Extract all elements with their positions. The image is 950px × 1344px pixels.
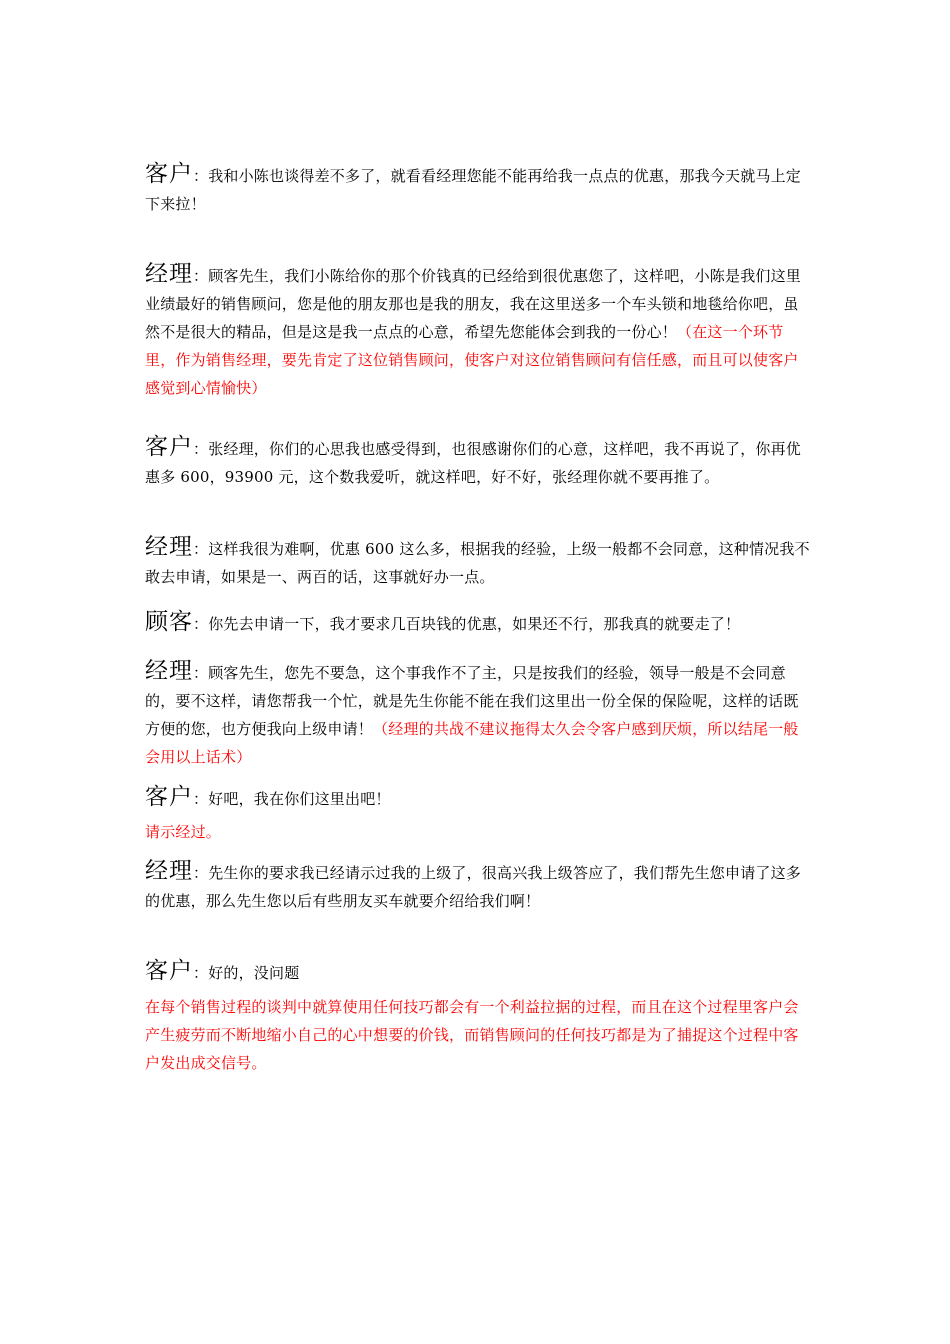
dialogue-text: 好的，没问题 xyxy=(208,964,300,982)
annotation-note: 在每个销售过程的谈判中就算使用任何技巧都会有一个利益拉据的过程，而且在这个过程里客户会产生疲劳而不断地缩小自己的心中想要的价钱，而销售顾问的任何技巧都是为了捕捉这个过程中客户发出成交信号。 xyxy=(145,998,799,1072)
dialogue-text: 先生你的要求我已经请示过我的上级了，很高兴我上级答应了，我们帮先生您申请了这多的优惠，那么先生您以后有些朋友买车就要介绍给我们啊！ xyxy=(145,864,802,910)
speaker-label: 经理 xyxy=(145,534,193,560)
summary-note xyxy=(145,993,810,1077)
dialogue-text: 这样我很为难啊，优惠 600 这么多，根据我的经验，上级一般都不会同意，这种情况我不敢去申请，如果是一、两百的话，这事就好办一点。 xyxy=(145,540,810,586)
speaker-colon: ： xyxy=(193,615,209,633)
dialogue-manager-2 xyxy=(145,533,810,591)
dialogue-manager-3 xyxy=(145,657,810,771)
speaker-label: 经理 xyxy=(145,261,193,287)
dialogue-customer-1 xyxy=(145,160,810,218)
dialogue-text: 我和小陈也谈得差不多了，就看看经理您能不能再给我一点点的优惠，那我今天就马上定下来拉！ xyxy=(145,167,802,213)
speaker-label: 客户 xyxy=(145,434,193,460)
dialogue-text: 顾客先生，您先不要急，这个事我作不了主，只是按我们的经验，领导一般是不会同意的，要不这样，请您帮我一个忙，就是先生你能不能在我们这里出一份全保的保险呢，这样的话既方便的您，也方便我向上级申请！ xyxy=(145,664,799,738)
annotation-note: （经理的共战不建议拖得太久会令客户感到厌烦，所以结尾一般会用以上话术） xyxy=(145,720,799,766)
dialogue-customer-5 xyxy=(145,957,810,987)
dialogue-text: 你先去申请一下，我才要求几百块钱的优惠，如果还不行，那我真的就要走了！ xyxy=(208,615,741,633)
speaker-colon: ： xyxy=(193,864,209,882)
speaker-label: 经理 xyxy=(145,658,193,684)
dialogue-manager-1 xyxy=(145,260,810,402)
annotation-note: 请示经过。 xyxy=(145,823,222,841)
dialogue-text: 张经理，你们的心思我也感受得到，也很感谢你们的心意，这样吧，我不再说了，你再优惠多 600，93900 元，这个数我爱听，就这样吧，好不好，张经理你就不要再推了。 xyxy=(145,440,802,486)
speaker-label: 客户 xyxy=(145,784,193,810)
dialogue-text: 顾客先生，我们小陈给你的那个价钱真的已经给到很优惠您了，这样吧，小陈是我们这里业绩最好的销售顾问，您是他的朋友那也是我的朋友，我在这里送多一个车头锁和地毯给你吧，虽然不是很大的精品，但是这是我一点点的心意，希望先您能体会到我的一份心！ xyxy=(145,267,802,341)
dialogue-manager-4 xyxy=(145,857,810,915)
annotation-note: （在这一个环节里，作为销售经理，要先肯定了这位销售顾问，使客户对这位销售顾问有信任感，而且可以使客户感觉到心情愉快） xyxy=(145,323,799,397)
dialogue-customer-3 xyxy=(145,608,810,638)
speaker-label: 客户 xyxy=(145,958,193,984)
annotation-request-note xyxy=(145,818,810,846)
speaker-colon: ： xyxy=(193,790,209,808)
speaker-label: 经理 xyxy=(145,858,193,884)
speaker-colon: ： xyxy=(193,267,209,285)
speaker-label: 客户 xyxy=(145,161,193,187)
speaker-colon: ： xyxy=(193,964,209,982)
speaker-label: 顾客 xyxy=(145,609,193,635)
dialogue-text: 好吧，我在你们这里出吧！ xyxy=(208,790,391,808)
speaker-colon: ： xyxy=(193,540,209,558)
speaker-colon: ： xyxy=(193,440,209,458)
dialogue-customer-2 xyxy=(145,433,810,491)
dialogue-customer-4 xyxy=(145,783,810,813)
speaker-colon: ： xyxy=(193,167,209,185)
speaker-colon: ： xyxy=(193,664,209,682)
